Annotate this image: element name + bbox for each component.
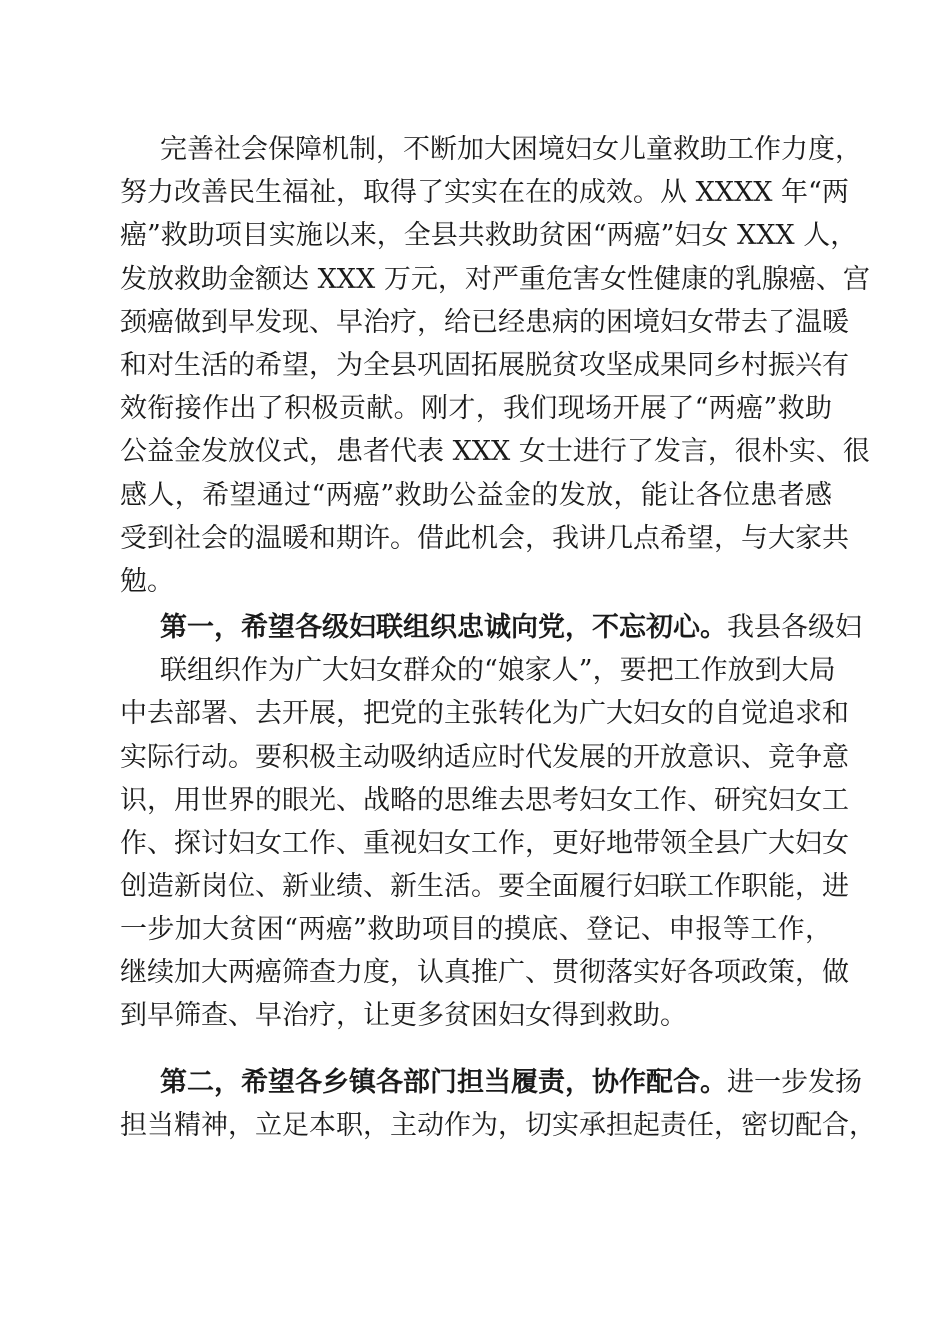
paragraph-1-line-1: 完善社会保障机制，不断加大困境妇女儿童救助工作力度， bbox=[160, 134, 862, 165]
paragraph-2-line-1 bbox=[160, 608, 862, 648]
paragraph-2-line-6: 作、探讨妇女工作、重视妇女工作，更好地带领全县广大妇女 bbox=[120, 828, 849, 859]
paragraph-1-line-10: 受到社会的温暖和期许。借此机会，我讲几点希望，与大家共 bbox=[120, 523, 849, 554]
paragraph-3-line-2: 担当精神，立足本职，主动作为，切实承担起责任，密切配合， bbox=[120, 1110, 876, 1141]
paragraph-1-line-9: 感人，希望通过“两癌”救助公益金的发放，能让各位患者感 bbox=[120, 480, 832, 511]
paragraph-3-heading: 第二，希望各乡镇各部门担当履责，协作配合。 bbox=[160, 1067, 727, 1098]
paragraph-3-line-1 bbox=[160, 1063, 862, 1103]
paragraph-2-line-10: 到早筛查、早治疗，让更多贫困妇女得到救助。 bbox=[120, 1000, 687, 1031]
paragraph-2-line-2: 联组织作为广大妇女群众的“娘家人”，要把工作放到大局 bbox=[160, 655, 836, 686]
paragraph-1-line-2: 努力改善民生福祉，取得了实实在在的成效。从 XXXX 年“两 bbox=[120, 177, 849, 208]
paragraph-2-line-7: 创造新岗位、新业绩、新生活。要全面履行妇联工作职能，进 bbox=[120, 871, 849, 902]
paragraph-1-line-7: 效衔接作出了积极贡献。刚才，我们现场开展了“两癌”救助 bbox=[120, 393, 832, 424]
paragraph-1-line-3: 癌”救助项目实施以来，全县共救助贫困“两癌”妇女 XXX 人， bbox=[120, 220, 858, 251]
paragraph-3-heading-tail: 进一步发扬 bbox=[727, 1067, 862, 1098]
paragraph-2-line-5: 识，用世界的眼光、战略的思维去思考妇女工作、研究妇女工 bbox=[120, 785, 849, 816]
paragraph-1-line-11: 勉。 bbox=[120, 566, 174, 597]
paragraph-1-line-4: 发放救助金额达 XXX 万元，对严重危害女性健康的乳腺癌、宫 bbox=[120, 264, 870, 295]
paragraph-1-line-6: 和对生活的希望，为全县巩固拓展脱贫攻坚成果同乡村振兴有 bbox=[120, 350, 849, 381]
paragraph-2-heading-tail: 我县各级妇 bbox=[727, 612, 862, 643]
paragraph-2-line-3: 中去部署、去开展，把党的主张转化为广大妇女的自觉追求和 bbox=[120, 698, 849, 729]
paragraph-1-line-5: 颈癌做到早发现、早治疗，给已经患病的困境妇女带去了温暖 bbox=[120, 307, 849, 338]
paragraph-2-line-4: 实际行动。要积极主动吸纳适应时代发展的开放意识、竞争意 bbox=[120, 742, 849, 773]
paragraph-2-heading: 第一，希望各级妇联组织忠诚向党，不忘初心。 bbox=[160, 612, 727, 643]
paragraph-2-line-9: 继续加大两癌筛查力度，认真推广、贯彻落实好各项政策，做 bbox=[120, 957, 849, 988]
paragraph-1-line-8: 公益金发放仪式，患者代表 XXX 女士进行了发言，很朴实、很 bbox=[120, 436, 870, 467]
paragraph-2-line-8: 一步加大贫困“两癌”救助项目的摸底、登记、申报等工作， bbox=[120, 914, 832, 945]
